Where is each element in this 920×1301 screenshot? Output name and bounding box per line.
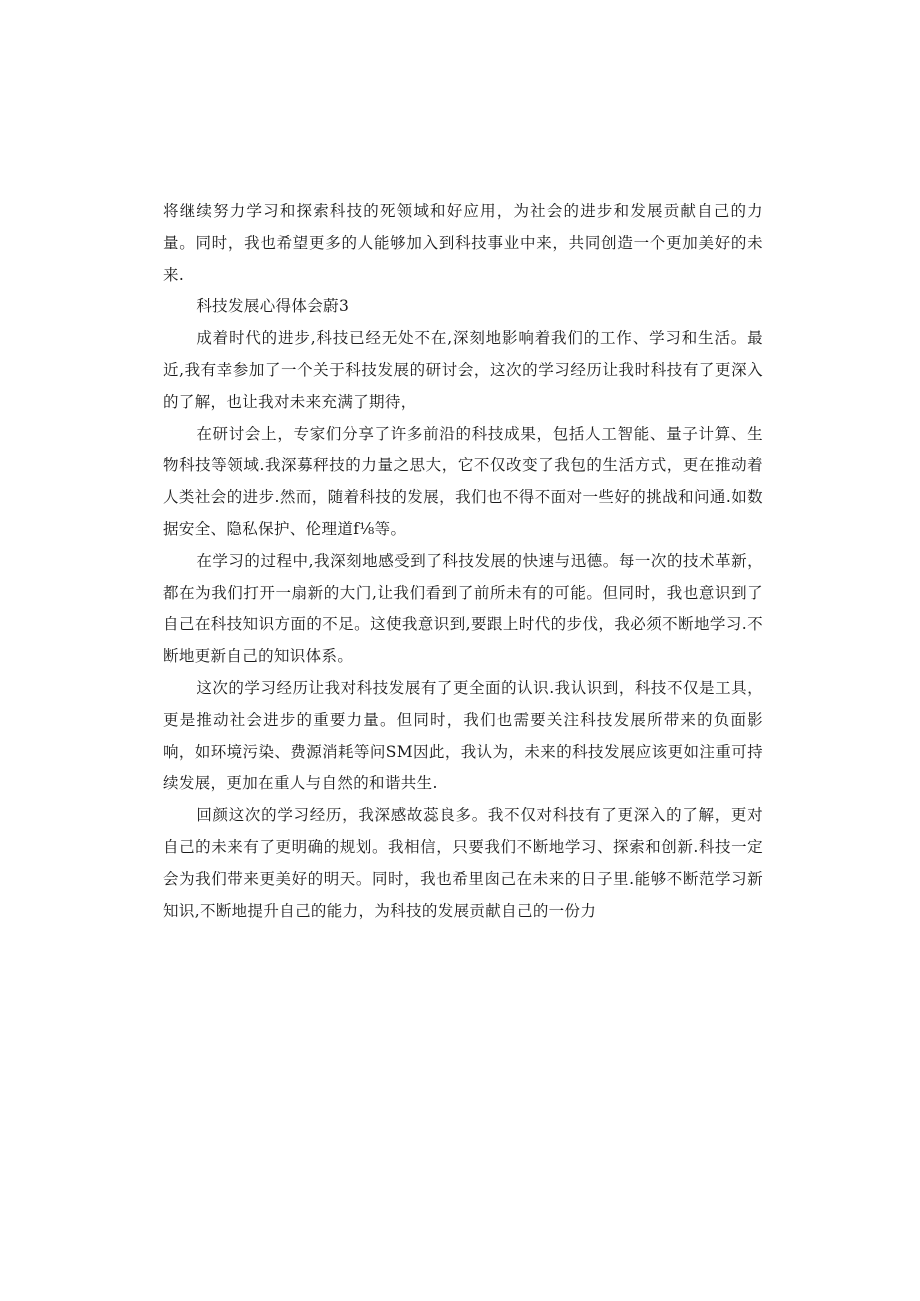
paragraph-continuation: 将继续努力学习和探索科技的死领域和好应用，为社会的进步和发展贡献自己的力量。同时，我也希望更多的人能够加入到科技事业中来，共同创造一个更加美好的未来. xyxy=(163,202,763,284)
section-heading: 科技发展心得体会蔚3 xyxy=(196,297,350,316)
paragraph-intro: 成着时代的进步,科技已经无处不在,深刻地影响着我们的工作、学习和生活。最近,我有幸参加了一个关于科技发展的研讨会，这次的学习经历让我时科技有了更深入的了解，也让我对未来充满了期待， xyxy=(163,329,763,411)
paragraph-seminar: 在研讨会上，专家们分享了许多前沿的科技成果，包括人工智能、量子计算、生物科技等领域.我深募秤技的力量之思大，它不仅改变了我包的生活方式，更在推动着人类社会的进步.然而，随着科技的发展，我们也不得不面对一些好的挑战和问通.如数据安全、隐私保护、伦理道f⅛等。 xyxy=(163,424,763,538)
document-body xyxy=(163,196,763,927)
paragraph-understanding: 这次的学习经历让我对科技发展有了更全面的认识.我认识到，科技不仅是工具，更是推动社会进步的重要力量。但同时，我们也需要关注科技发展所带来的负面影响，如环境污染、费源消耗等问SM因此，我认为，未来的科技发展应该更如注重可持续发展，更加在重人与自然的和谐共生. xyxy=(163,678,763,793)
paragraph-learning: 在学习的过程中,我深刻地感受到了科技发展的快速与迅德。每一次的技术革新，都在为我们打开一扇新的大门,让我们看到了前所未有的可能。但同时，我也意识到了自己在科技知识方面的不足。这使我意识到,要跟上时代的步伐，我必须不断地学习.不断地更新自己的知识体系。 xyxy=(163,551,763,666)
paragraph-reflection: 回颜这次的学习经历，我深感故蕊良多。我不仅对科技有了更深入的了解，更对自己的未来有了更明确的规划。我相信，只要我们不断地学习、探索和创新.科技一定会为我们带来更美好的明天。同时，我也希里囱己在未来的日子里.能够不断范学习新知识,不断地提升自己的能力，为科技的发展贡献自己的一份力 xyxy=(163,806,763,920)
